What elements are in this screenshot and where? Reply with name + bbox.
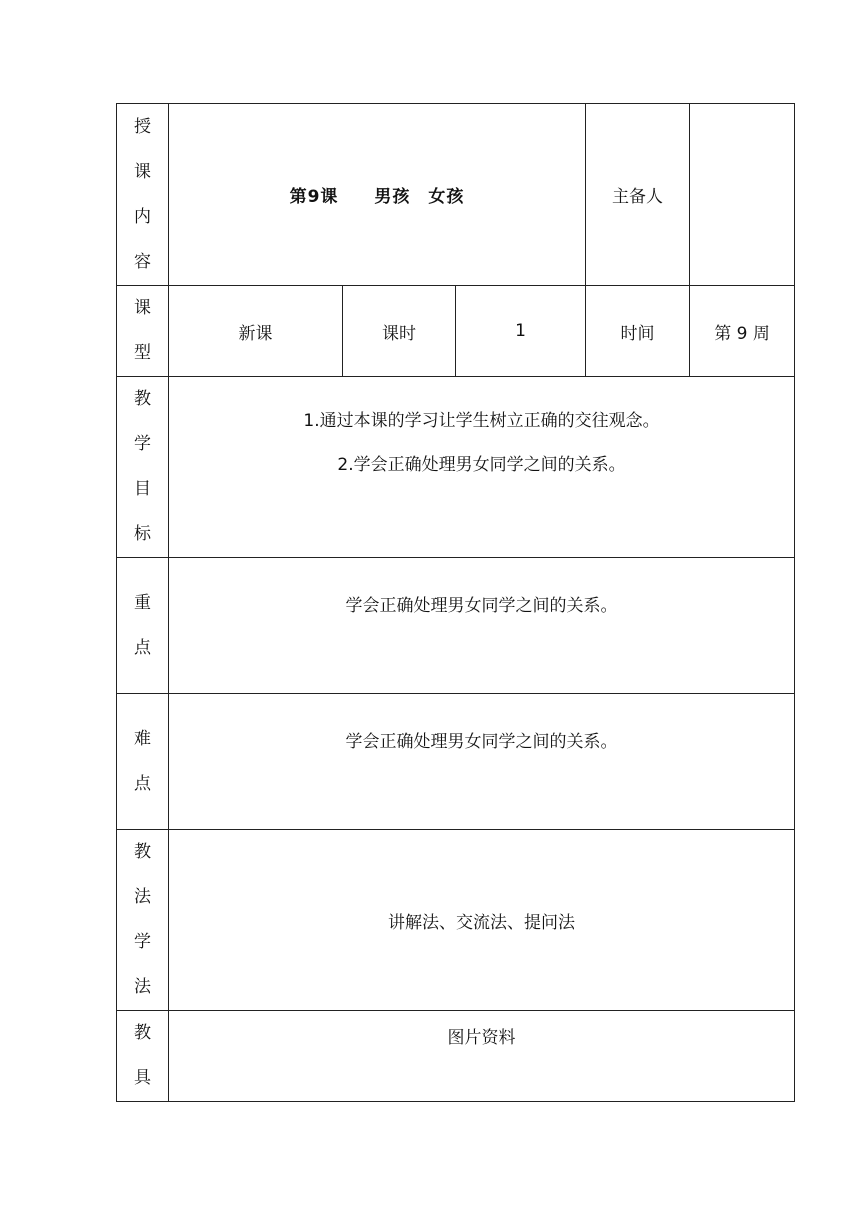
row-content — [117, 104, 795, 286]
row-methods — [117, 830, 795, 1011]
objectives-cell — [169, 377, 795, 558]
row-tools — [117, 1011, 795, 1102]
lesson-type-value: 新课 — [169, 286, 343, 377]
label-content: 授 课 内 容 — [117, 104, 169, 286]
label-key-points: 重 点 — [117, 558, 169, 694]
label-methods: 教 法 学 法 — [117, 830, 169, 1011]
label-tools: 教 具 — [117, 1011, 169, 1102]
methods-text: 讲解法、交流法、提问法 — [169, 830, 795, 1011]
row-type — [117, 286, 795, 377]
hours-label: 课时 — [343, 286, 456, 377]
lesson-title: 第9课 男孩 女孩 — [289, 187, 465, 207]
hours-value: 1 — [456, 286, 586, 377]
time-value: 第 9 周 — [690, 286, 795, 377]
label-difficulties: 难 点 — [117, 694, 169, 830]
preparer-value — [690, 104, 795, 286]
row-difficulties — [117, 694, 795, 830]
label-objectives: 教 学 目 标 — [117, 377, 169, 558]
difficulties-text: 学会正确处理男女同学之间的关系。 — [169, 694, 795, 830]
lesson-title-cell — [169, 104, 586, 286]
time-label: 时间 — [586, 286, 690, 377]
row-key-points — [117, 558, 795, 694]
tools-text: 图片资料 — [169, 1011, 795, 1102]
preparer-label: 主备人 — [586, 104, 690, 286]
key-points-text: 学会正确处理男女同学之间的关系。 — [169, 558, 795, 694]
objective-item: 1.通过本课的学习让学生树立正确的交往观念。 — [303, 411, 660, 431]
lesson-plan-table — [116, 103, 795, 1102]
objective-item: 2.学会正确处理男女同学之间的关系。 — [337, 455, 626, 475]
label-type: 课 型 — [117, 286, 169, 377]
row-objectives — [117, 377, 795, 558]
